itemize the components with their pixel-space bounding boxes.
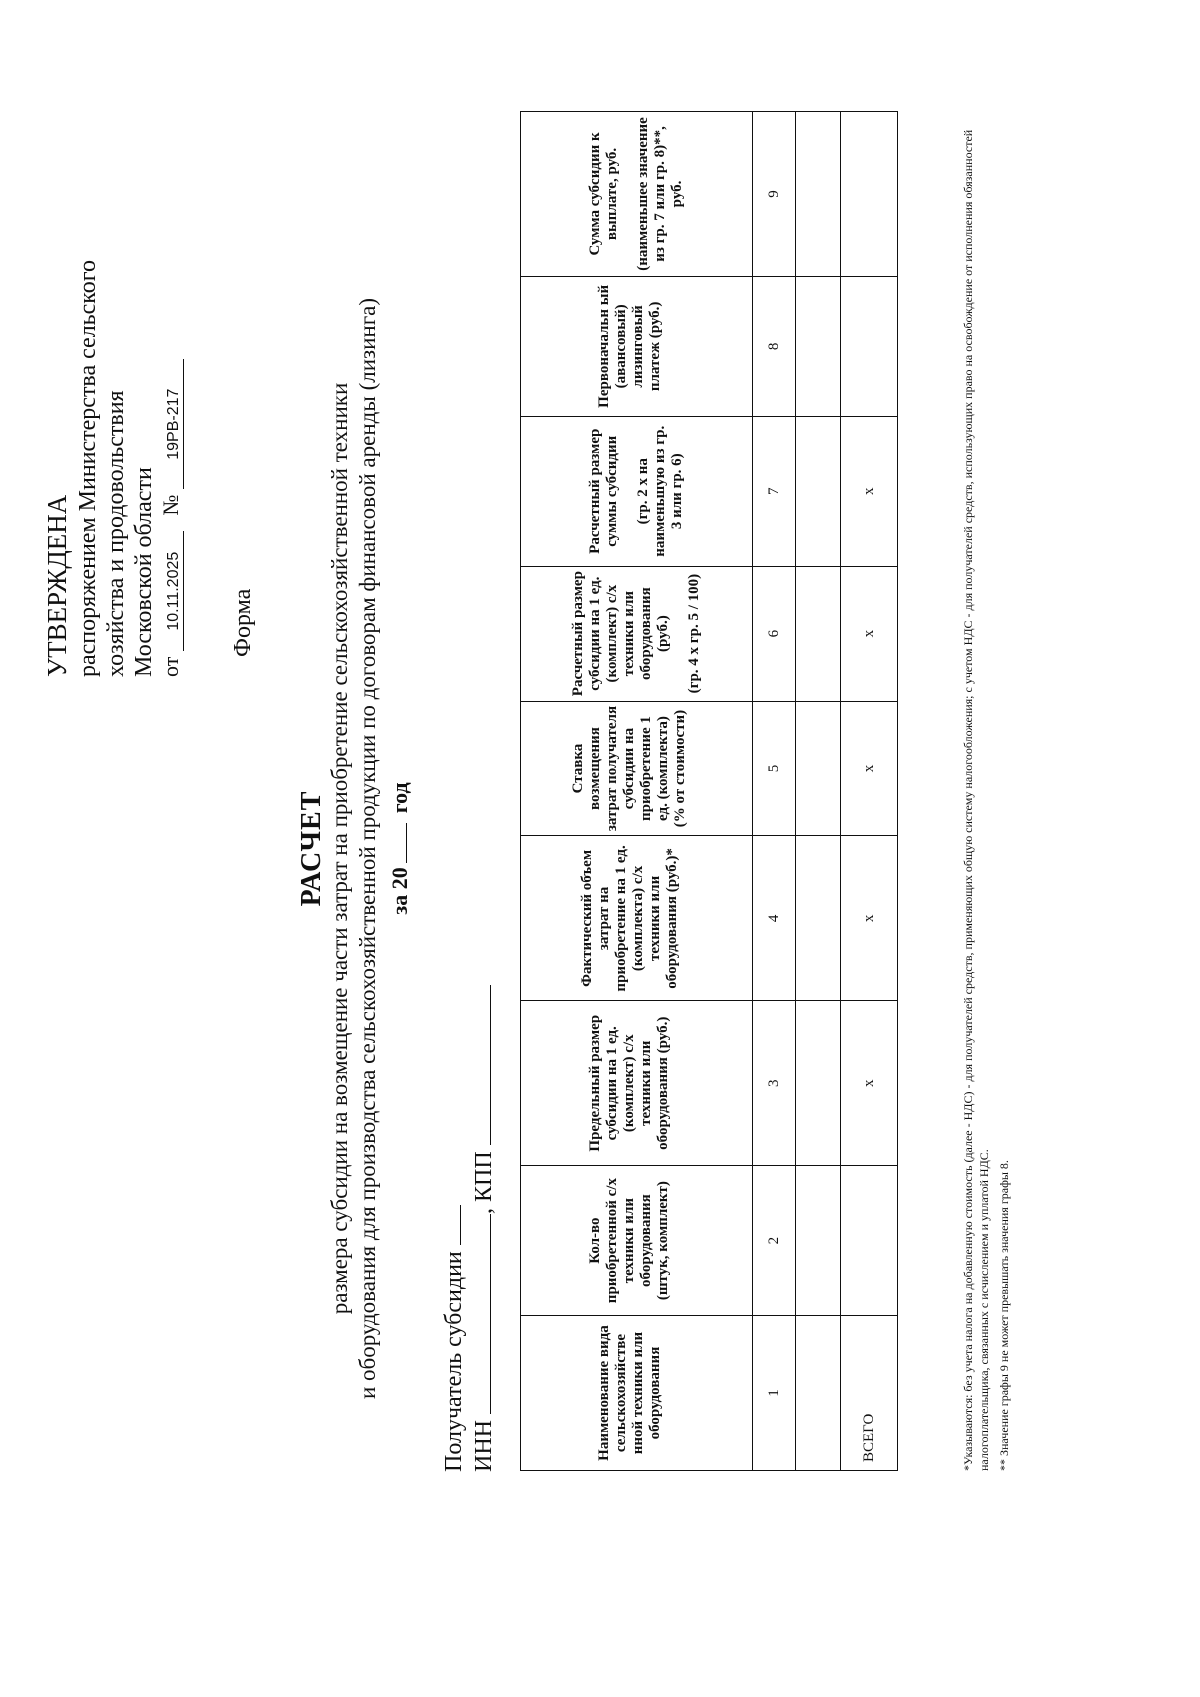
number-prefix: №	[158, 494, 183, 516]
approval-line-2: хозяйства и продовольствия	[103, 390, 129, 677]
header-cell: Расчетный размер суммы субсидии (гр. 2 х на наименьшую из гр. 3 или гр. 6)	[521, 416, 753, 566]
header-cell: Предельный размер субсидии на 1 ед. (комплект) с/х техники или оборудования (руб.)	[521, 1001, 753, 1166]
footnotes	[960, 51, 1016, 1471]
approval-number: 19РВ-217	[165, 359, 184, 489]
table-cell[interactable]	[796, 276, 841, 416]
column-number-row	[753, 112, 796, 1471]
column-number: 3	[753, 1001, 796, 1166]
total-cell[interactable]	[841, 112, 898, 277]
column-number: 7	[753, 416, 796, 566]
total-cell[interactable]	[841, 1166, 898, 1316]
column-number: 5	[753, 701, 796, 836]
year-suffix: год	[387, 782, 412, 814]
year-blank	[406, 823, 407, 863]
document-title: РАСЧЕТ	[296, 790, 327, 907]
approval-line-3: Московской области	[131, 467, 157, 677]
form-label: Форма	[230, 588, 256, 657]
total-row	[841, 112, 898, 1471]
approval-line-1: распоряжением Министерства сельского	[75, 260, 101, 677]
total-cell[interactable]	[841, 276, 898, 416]
approval-heading: УТВЕРЖДЕНА	[42, 494, 72, 677]
approval-date: 10.11.2025	[165, 531, 184, 651]
header-cell: Кол-во приобретенной с/х техники или оборудования (штук, комплект)	[521, 1166, 753, 1316]
total-cell: х	[841, 416, 898, 566]
inn-blank	[468, 1214, 491, 1414]
header-cell: Наименование вида сельскохозяйстве нной техники или оборудования	[521, 1316, 753, 1471]
kpp-label: , КПП	[471, 1151, 497, 1214]
document-subtitle-2: и оборудования для производства сельскохозяйственной продукции по договорам финансовой аренды (лизинга)	[355, 297, 380, 1400]
header-cell: Сумма субсидии к выплате, руб. (наименьшее значение из гр. 7 или гр. 8)**, руб.	[521, 112, 753, 277]
total-cell: х	[841, 701, 898, 836]
header-cell: Фактический объем затрат на приобретение на 1 ед. (комплекта) с/х техники или оборудования (руб.)*	[521, 836, 753, 1001]
date-prefix: от	[158, 656, 183, 677]
table-cell[interactable]	[796, 416, 841, 566]
inn-kpp-line	[468, 985, 498, 1472]
column-number: 2	[753, 1166, 796, 1316]
report-year	[387, 0, 413, 1697]
kpp-blank	[468, 985, 491, 1145]
recipient-label: Получатель субсидии	[441, 1251, 467, 1472]
column-number: 6	[753, 566, 796, 701]
column-number: 9	[753, 112, 796, 277]
header-cell: Ставка возмещения затрат получателя субсидии на приобретение 1 ед. (комплекта) (% от стоимости)	[521, 701, 753, 836]
calculation-table	[520, 111, 898, 1471]
header-cell: Первоначальн ый (авансовый) лизинговый платеж (руб.)	[521, 276, 753, 416]
approval-date-line	[158, 77, 184, 677]
inn-label: ИНН	[471, 1420, 497, 1472]
column-number: 1	[753, 1316, 796, 1471]
header-cell: Расчетный размер субсидии на 1 ед. (комплект) с/х техники или оборудования (руб.) (гр. 4 х гр. 5 / 100)	[521, 566, 753, 701]
table-cell[interactable]	[796, 566, 841, 701]
total-cell: х	[841, 1001, 898, 1166]
year-prefix: за 20	[387, 867, 412, 915]
table-header-row	[521, 112, 753, 1471]
total-cell: х	[841, 836, 898, 1001]
table-cell[interactable]	[796, 701, 841, 836]
document-subtitle-1: размера субсидии на возмещение части затрат на приобретение сельскохозяйственной техники	[327, 382, 352, 1315]
table-row	[796, 112, 841, 1471]
table-cell[interactable]	[796, 1166, 841, 1316]
column-number: 8	[753, 276, 796, 416]
table-cell[interactable]	[796, 836, 841, 1001]
table-cell[interactable]	[796, 112, 841, 277]
recipient-blank	[438, 1205, 461, 1245]
column-number: 4	[753, 836, 796, 1001]
footnote-column-9: ** Значение графы 9 не может превышать значения графы 8.	[997, 1160, 1011, 1471]
total-label: ВСЕГО	[841, 1316, 898, 1471]
total-cell: х	[841, 566, 898, 701]
recipient-line	[438, 1205, 468, 1472]
table-cell[interactable]	[796, 1316, 841, 1471]
table-cell[interactable]	[796, 1001, 841, 1166]
footnote-vat: *Указываются: без учета налога на добавленную стоимость (далее - НДС) - для получателей средств, применяющих общую систему налогообложения; с учетом НДС - для получателей средств, использующих право на освобождение от исполнения обязанностей налогоплательщика, связанных с исчислением и уплатой НДС.	[961, 129, 991, 1471]
